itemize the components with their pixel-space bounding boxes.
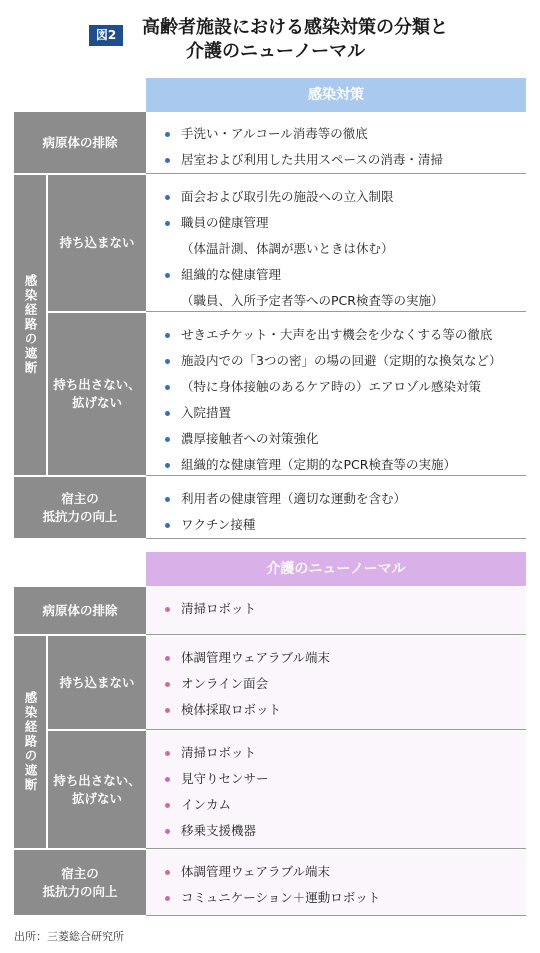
list-item: インカム [163,792,526,818]
cell-bring-in [146,636,526,730]
row-label-bring-in: 持ち込まない [48,175,146,311]
cell-spread [146,731,526,849]
list-item: 清掃ロボット [163,740,526,766]
list-item: せきエチケット・大声を出す機会を少なくする等の徹底 [163,322,526,348]
list-item: 入院措置 [163,400,526,426]
list-item: 体調管理ウェアラブル端末 [163,859,526,885]
row-spread [14,731,526,849]
list-item: 見守りセンサー [163,766,526,792]
row-label-host [14,850,146,915]
row-pathogen [14,587,526,635]
section-header-care-new-normal: 介護のニューノーマル [146,552,526,586]
row-label-spread-l2: 拡げない [71,395,122,410]
list-item: 施設内での「3つの密」の場の回避（定期的な換気など） [163,348,526,374]
list-item: ワクチン接種 [163,512,526,538]
title-line-2: 介護のニューノーマル [186,41,366,62]
row-label-spread-l1: 持ち出さない、 [53,772,141,788]
list-item-note: （職員、入所予定者等へのPCR検査等の実施） [181,293,444,308]
row-label-host-l2: 抵抗力の向上 [42,883,118,899]
cell-host [146,477,526,539]
row-label-spread [48,313,146,475]
list-item: （特に身体接触のあるケア時の）エアロゾル感染対策 [163,374,526,400]
list-item: 利用者の健康管理（適切な運動を含む） [163,486,526,512]
row-label-host [14,477,146,538]
cell-spread [146,313,526,476]
list-item-note: （体温計測、体調が悪いときは休む） [181,241,394,256]
row-label-host-l2: 抵抗力の向上 [42,508,118,524]
title-line-1: 高齢者施設における感染対策の分類と [142,17,448,38]
figure-title-block [0,14,540,64]
cell-host [146,850,526,916]
figure-badge: 図2 [89,25,123,46]
list-item: 組織的な健康管理（定期的なPCR検査等の実施） [163,452,526,478]
list-item: 手洗い・アルコール消毒等の徹底 [163,121,526,147]
row-bring-in [14,636,526,730]
row-label-host-l1: 宿主の [61,490,99,506]
cell-pathogen [146,587,526,635]
list-item: 職員の健康管理 [163,210,526,236]
cell-pathogen [146,112,526,174]
row-label-spread [48,731,146,848]
source-note: 出所：三菱総合研究所 [14,930,124,943]
vertical-label-route: 感染経路の遮断 [23,691,38,793]
list-item: 体調管理ウェアラブル端末 [163,645,526,671]
vertical-label-route: 感染経路の遮断 [23,274,38,376]
row-bring-in [14,175,526,312]
list-item: 居室および利用した共用スペースの消毒・清掃 [163,147,526,173]
list-item: コミュニケーション＋運動ロボット [163,885,526,911]
row-label-spread-l1: 持ち出さない、 [53,377,141,392]
list-item: 組織的な健康管理 [163,262,526,288]
list-item: 清掃ロボット [163,596,526,622]
row-label-pathogen: 病原体の排除 [14,112,146,173]
list-item: 濃厚接触者への対策強化 [163,426,526,452]
list-item: 移乗支援機器 [163,818,526,844]
row-host [14,850,526,916]
row-host [14,477,526,539]
row-label-host-l1: 宿主の [61,865,99,881]
section-header-infection-control: 感染対策 [146,78,526,112]
row-label-bring-in: 持ち込まない [48,636,146,729]
row-label-spread-l2: 拡げない [71,790,122,806]
list-item: 検体採取ロボット [163,697,526,723]
row-spread [14,313,526,476]
row-pathogen [14,112,526,174]
cell-bring-in [146,175,526,312]
row-label-pathogen: 病原体の排除 [14,587,146,634]
list-item: オンライン面会 [163,671,526,697]
figure-title [142,16,482,64]
list-item: 面会および取引先の施設への立入制限 [163,184,526,210]
